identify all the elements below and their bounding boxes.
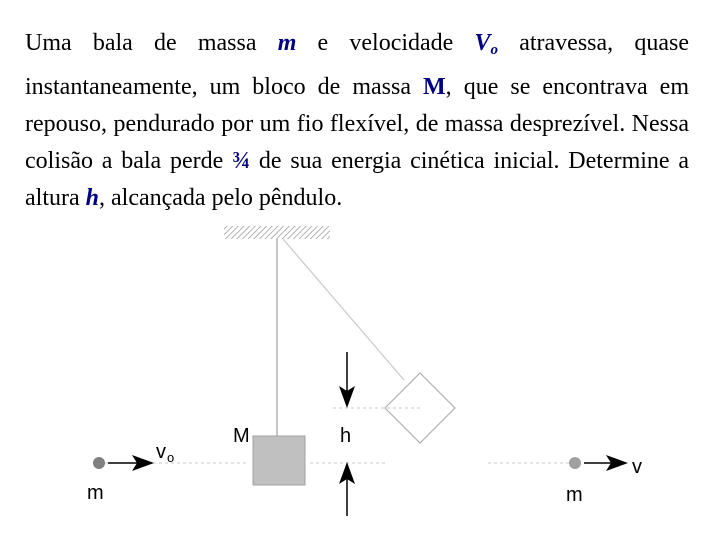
label-initial-velocity-subscript: o	[167, 450, 175, 465]
velocity-subscript: o	[490, 42, 499, 58]
label-bullet-mass-left: m	[87, 482, 104, 504]
problem-text-4: , que se encontrava em repouso, pendurado por um fio flexível, de massa desprezível. Nessa colisão a bala perde	[25, 74, 690, 174]
label-bullet-mass-right: m	[566, 484, 583, 506]
block	[253, 436, 305, 485]
height-symbol: h	[85, 185, 99, 211]
label-final-velocity: v	[632, 456, 642, 478]
energy-fraction: ¾	[232, 148, 251, 174]
velocity-letter: V	[474, 30, 491, 56]
label-block-mass: M	[233, 425, 250, 447]
bullet-right	[569, 457, 581, 469]
label-height: h	[340, 425, 352, 447]
height-arrow-bottom	[339, 462, 355, 516]
velocity-arrow-right	[584, 455, 628, 471]
problem-text-1: Uma bala de massa	[25, 30, 278, 56]
ceiling-support	[224, 226, 330, 239]
height-arrow-top	[339, 352, 355, 408]
problem-text-3: atravessa, quase instantaneamente, um bloco de massa	[25, 30, 689, 100]
problem-text-2: e velocidade	[296, 30, 475, 56]
label-initial-velocity: v	[156, 441, 166, 463]
problem-text-6: , alcançada pelo pêndulo.	[99, 185, 343, 211]
problem-text-5: de sua energia cinética inicial. Determine a altura	[25, 148, 690, 211]
block-mass-symbol: M	[423, 74, 446, 100]
velocity-arrow-left	[108, 455, 154, 471]
pendulum-string-deflected	[283, 239, 404, 380]
bullet-mass-symbol: m	[277, 30, 297, 56]
bullet-left	[93, 457, 105, 469]
